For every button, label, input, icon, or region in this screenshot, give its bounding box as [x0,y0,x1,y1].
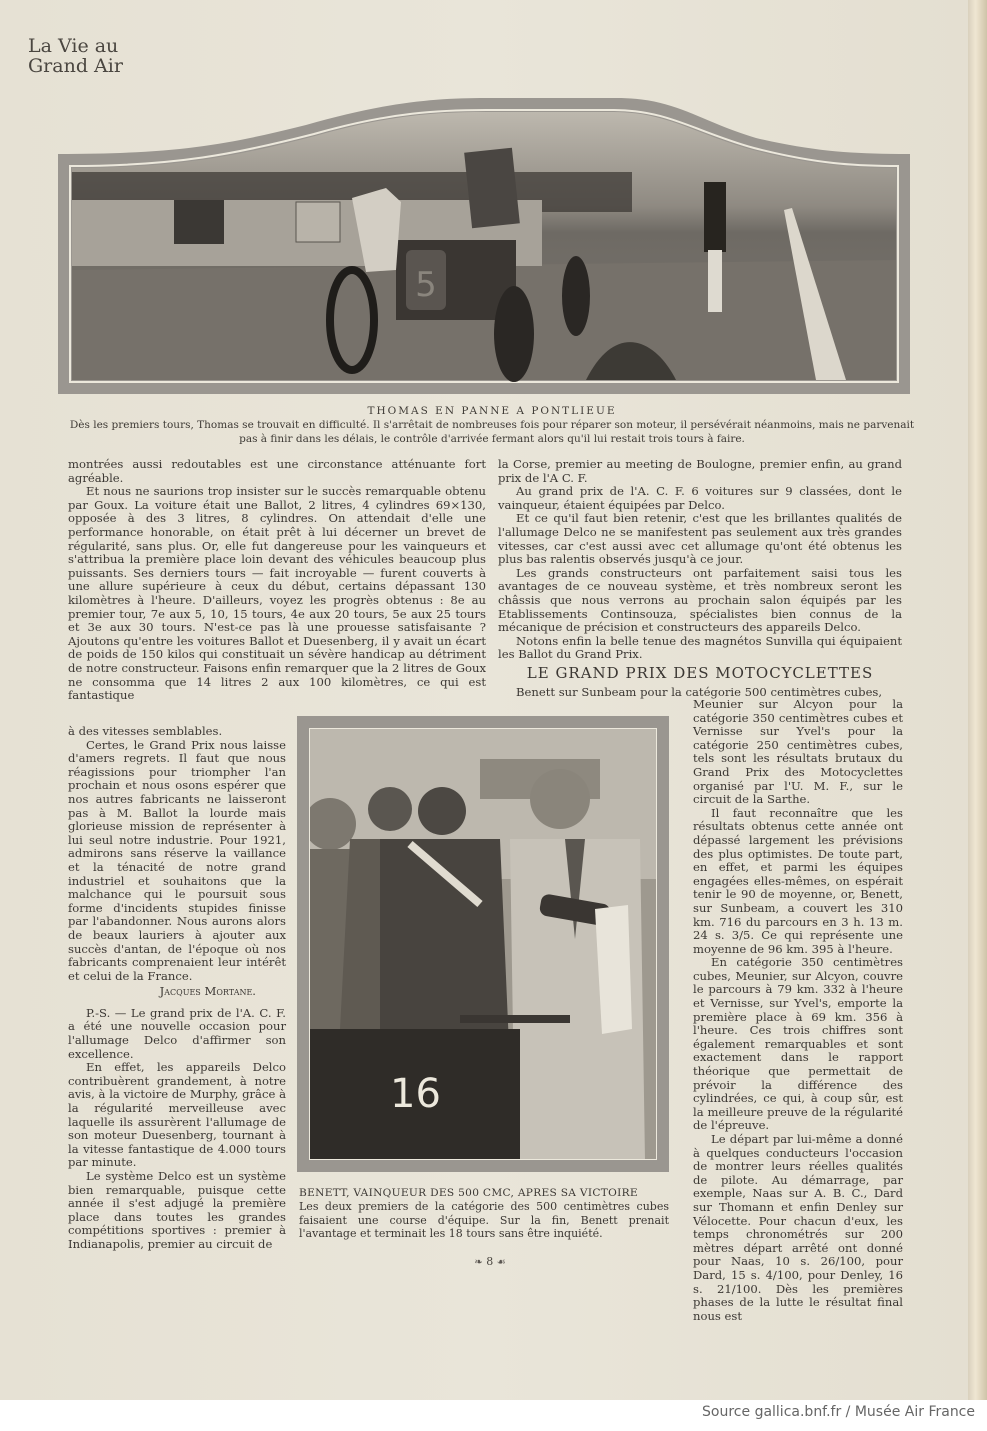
photo-race-car-graphic [56,90,912,396]
car-number: 5 [415,265,437,305]
caption-text: Les deux premiers de la catégorie des 500 centimètres cubes faisaient une course d'équipe. Sur la fin, Benett prenait l'avantage et terminait les 18 tours sans être inquiété. [299,1200,669,1241]
photo-race-car [56,90,912,396]
caption-title: THOMAS EN PANNE A PONTLIEUE [367,405,617,417]
page-folio [440,1255,540,1268]
masthead [28,36,178,76]
photo-motorcycle-graphic [310,729,657,1160]
page-edge [968,0,987,1400]
paragraph: Notons enfin la belle tenue des magnétos Sunvilla qui équipaient les Ballot du Grand Prix. [498,633,902,662]
source-credit: Source gallica.bnf.fr / Musée Air France [702,1404,975,1420]
photo-race-car-caption [62,404,922,446]
paragraph: montrées aussi redoutables est une circonstance atténuante fort agréable. [68,457,486,485]
caption-text: Dès les premiers tours, Thomas se trouvait en difficulté. Il s'arrêtait de nombreuses fois pour réparer son moteur, il persévérait néanmoins, mais ne parvenait pas à finir dans les délais, le contrôle d'arrivée fermant alors qu'il lui restait trois tours à faire. [69,419,915,445]
photo-motorcycle-winner-image [309,728,657,1160]
paragraph: Au grand prix de l'A. C. F. 6 voitures sur 9 classées, dont le vainqueur, étaient équipées par Delco. [498,484,902,512]
paragraph: à des vitesses semblables. [68,724,223,738]
paragraph: Les grands constructeurs ont parfaitement saisi tous les avantages de ce nouveau système, et très nombreux seront les châssis que nous verrons au prochain salon équipés par les Etablissements Continsouza, spécialistes bien connus de la mécanique de précision et constructeurs des appareils Delco. [498,565,902,635]
masthead-line1: La Vie au [28,35,119,57]
page-number: 8 [486,1255,494,1268]
ornament-left-icon: ❧ [474,1257,483,1268]
right-column-narrow [693,698,903,1323]
paragraph: En effet, les appareils Delco contribuèrent grandement, à notre avis, à la victoire de Murphy, grâce à la régularité merveilleuse avec laquelle ils assurèrent l'allumage de son moteur Duesenberg, tournant à la vitesse fantastique de 4.000 tours par minute. [68,1060,286,1170]
section-heading: LE GRAND PRIX DES MOTOCYCLETTES [526,664,874,682]
paragraph: En catégorie 350 centimètres cubes, Meunier, sur Alcyon, couvre le parcours à 79 km. 332 à l'heure et Vernisse, sur Yvel's, emporte la première place à 69 km. 356 à l'heure. Ces trois chiffres sont également remarquables et sont exactement dans le rapport théorique que permettait de prévoir la différence des cylindrées, ce qui, à coup sûr, est la meilleure preuve de la régularité de l'épreuve. [693,955,903,1133]
paragraph: Le système Delco est un système bien remarquable, puisque cette année il s'est adjugé la première place dans toutes les grandes compétitions sportives : premier à Indianapolis, premier au circuit de [68,1169,286,1251]
caption-title: BENETT, VAINQUEUR DES 500 CMC, APRES SA VICTOIRE [299,1187,638,1199]
paragraph: Meunier sur Alcyon pour la catégorie 350 centimètres cubes et Vernisse sur Yvel's pour la catégorie 250 centimètres cubes, tels sont les résultats brutaux du Grand Prix des Motocyclettes organisé par l'U. M. F., sur le circuit de la Sarthe. [693,697,903,807]
ornament-right-icon: ☙ [496,1257,506,1268]
paragraph: Et ce qu'il faut bien retenir, c'est que les brillantes qualités de l'allumage Delco ne se manifestent pas seulement aux très grandes vitesses, car c'est aussi avec cet allumage qu'ont été obtenus les plus bas ralentis observés jusqu'à ce jour. [498,511,902,567]
paragraph: Il faut reconnaître que les résultats obtenus cette année ont dépassé largement les prévisions des plus optimistes. De toute part, en effet, et parmi les équipes engagées elles-mêmes, on espérait tenir le 90 de moyenne, or, Benett, sur Sunbeam, a couvert les 310 km. 716 du parcours en 3 h. 13 m. 24 s. 3/5. Ce qui représente une moyenne de 96 km. 395 à l'heure. [693,805,903,956]
left-column-top [68,458,486,703]
paragraph: la Corse, premier au meeting de Boulogne, premier enfin, au grand prix de l'A C. F. [498,457,902,485]
left-column-narrow [68,725,286,1252]
photo-motorcycle-winner [297,716,669,1172]
paragraph: Et nous ne saurions trop insister sur le succès remarquable obtenu par Goux. La voiture était une Ballot, 2 litres, 4 cylindres 69×130, opposée à des 3 litres, 8 cylindres. On attendait d'elle une performance honorable, on était prêt à lui décerner un brevet de régularité, sans plus. Or, elle fut dangereuse pour les vainqueurs et s'attribua la première place loin devant des véhicules beaucoup plus puissants. Ses derniers tours — fait incroyable — furent couverts à une allure supérieure à ceux du début, certains dépassant 130 kilomètres à l'heure. D'ailleurs, voyez les progrès obtenus : 8e au premier tour, 7e aux 5, 10, 15 tours, 4e aux 20 tours, 5e aux 25 tours et 3e aux 30 tours. N'est-ce pas là une prouesse satisfaisante ? Ajoutons qu'entre les voitures Ballot et Duesenberg, il y avait un écart de poids de 150 kilos qui constituait un sévère handicap au détriment de notre constructeur. Faisons enfin remarquer que la 2 litres de Goux ne consomma que 14 litres 2 aux 100 kilomètres, ce qui est fantastique [68,484,486,703]
bike-number: 16 [390,1071,441,1117]
author-signature: Jacques Mortane. [159,984,256,999]
paragraph: Le départ par lui-même a donné à quelques conducteurs l'occasion de montrer leurs réelles qualités de pilote. Au démarrage, par exemple, Naas sur A. B. C., Dard sur Thomann et enfin Denley sur Vélocette. Pour chacun d'eux, les temps chronométrés sur 200 mètres départ arrêté ont donné pour Naas, 10 s. 26/100, pour Dard, 15 s. 4/100, pour Denley, 16 s. 21/100. Dès les premières phases de la lutte le résultat final nous est [693,1132,903,1323]
photo-motorcycle-caption [299,1187,669,1241]
right-column-top [498,458,902,662]
paragraph: P.-S. — Le grand prix de l'A. C. F. a été une nouvelle occasion pour l'allumage Delco d'affirmer son excellence. [68,1005,286,1061]
masthead-line2: Grand Air [28,55,123,77]
section-first-line: Benett sur Sunbeam pour la catégorie 500 centimètres cubes, [516,685,883,699]
paragraph: Certes, le Grand Prix nous laisse d'amers regrets. Il faut que nous réagissions pour triompher l'an prochain et nous osons espérer que nos autres fabricants ne laisseront pas à M. Ballot la lourde mais glorieuse mission de représenter à lui seul notre industrie. Pour 1921, admirons sans réserve la vaillance et la ténacité de notre grand industriel et souhaitons que la malchance qui le poursuit sous forme d'incidents stupides finisse par l'abandonner. Nous aurons alors de beaux lauriers à ajouter aux succès d'antan, de l'époque où nos fabricants comprenaient leur intérêt et celui de la France. [68,737,286,983]
